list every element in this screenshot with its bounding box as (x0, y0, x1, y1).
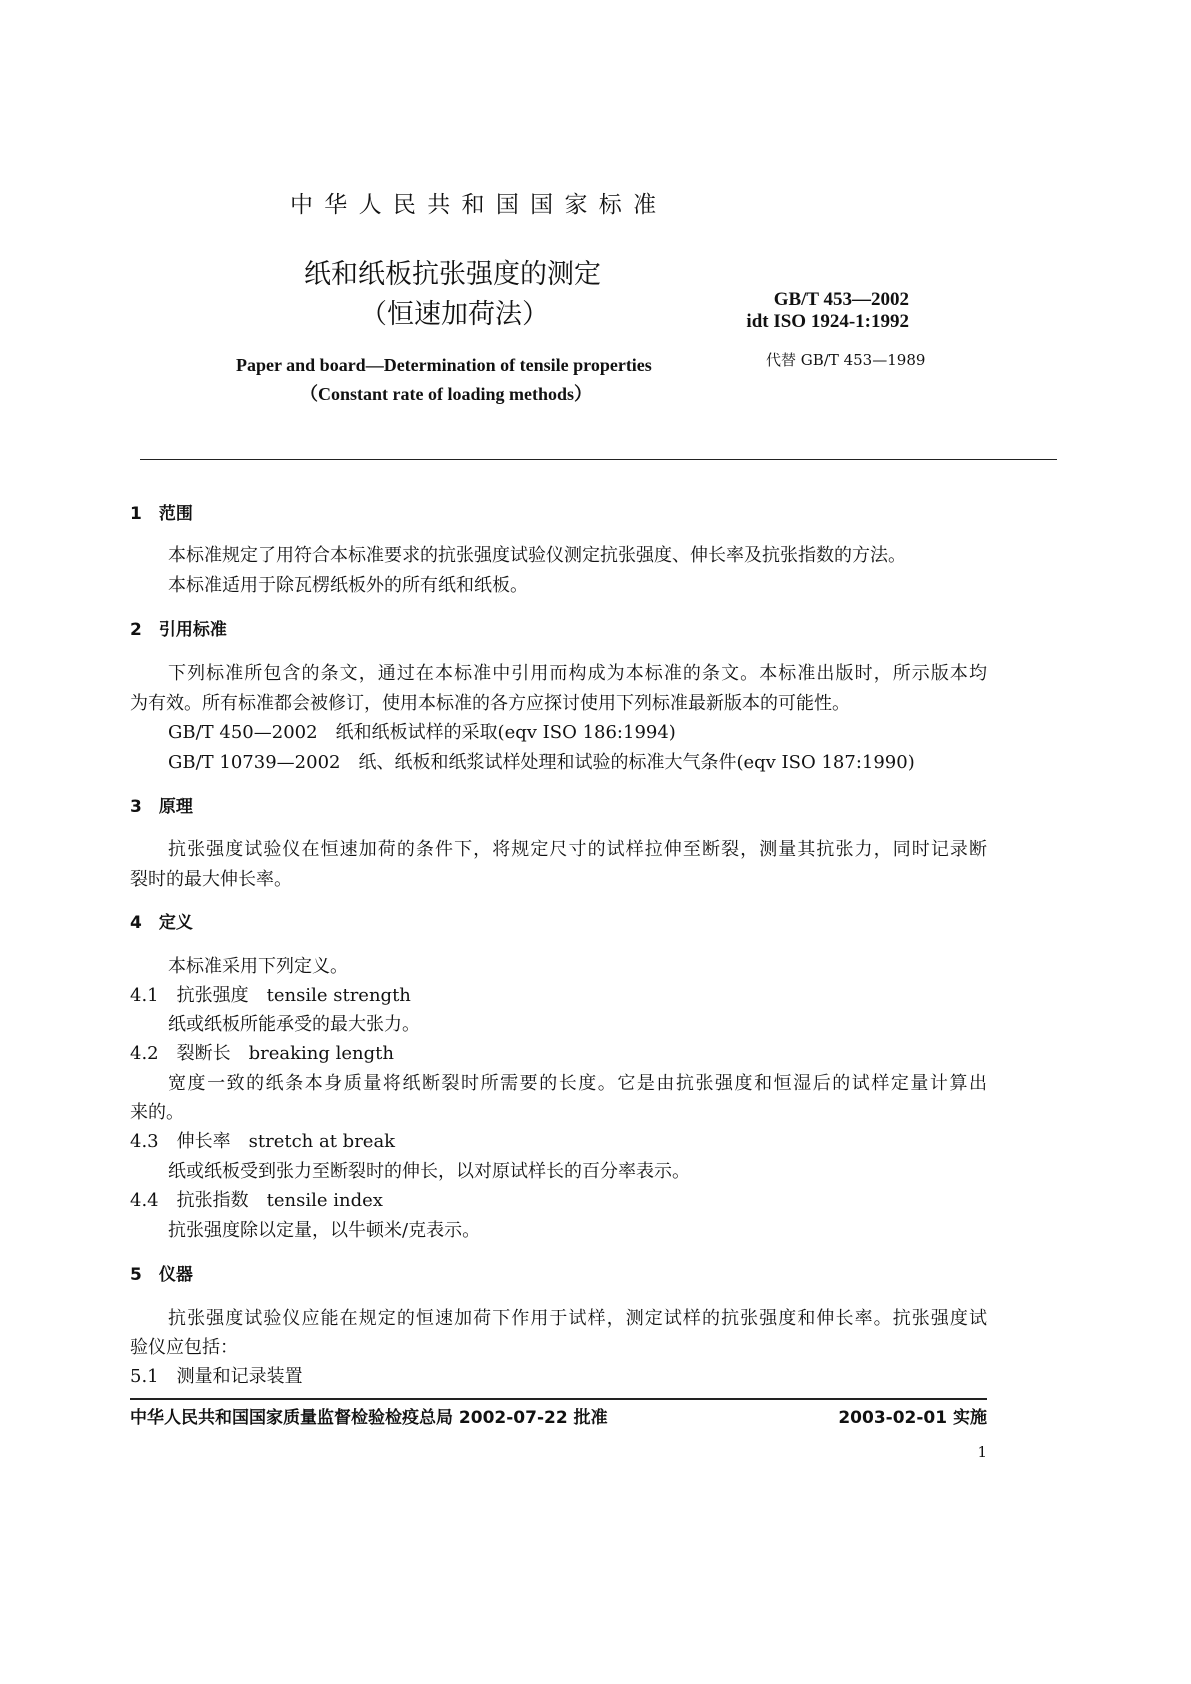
section-5-title: 5 仪器 (130, 1265, 193, 1285)
paragraph: 下列标准所包含的条文，通过在本标准中引用而构成为本标准的条文。本标准出版时，所示版本均 (168, 663, 987, 684)
definition-text: 抗张强度除以定量，以牛顿米/克表示。 (168, 1220, 481, 1241)
definition-term: 4.4 抗张指数 tensile index (130, 1190, 383, 1211)
reference-item: GB/T 10739—2002 纸、纸板和纸浆试样处理和试验的标准大气条件(eqv ISO 187:1990) (168, 752, 915, 773)
effective-date: 2003-02-01 实施 (838, 1408, 987, 1428)
definition-text: 来的。 (130, 1102, 184, 1123)
national-standard-heading: 中 华 人 民 共 和 国 国 家 标 准 (290, 192, 659, 218)
standard-number: GB/T 453—2002 (773, 289, 909, 310)
paragraph: 本标准适用于除瓦楞纸板外的所有纸和纸板。 (168, 575, 528, 596)
title-cn: 纸和纸板抗张强度的测定 (304, 259, 601, 290)
definition-text: 纸或纸板受到张力至断裂时的伸长，以对原试样长的百分率表示。 (168, 1161, 690, 1182)
paragraph: 本标准规定了用符合本标准要求的抗张强度试验仪测定抗张强度、伸长率及抗张指数的方法。 (168, 545, 906, 566)
approval-line: 中华人民共和国国家质量监督检验检疫总局 2002-07-22 批准 (130, 1408, 608, 1428)
subsection-title: 5.1 测量和记录装置 (130, 1366, 303, 1387)
definition-text: 纸或纸板所能承受的最大张力。 (168, 1014, 420, 1035)
definition-term: 4.2 裂断长 breaking length (130, 1043, 394, 1064)
paragraph: 验仪应包括： (130, 1337, 238, 1358)
reference-item: GB/T 450—2002 纸和纸板试样的采取(eqv ISO 186:1994) (168, 722, 676, 743)
section-2-title: 2 引用标准 (130, 620, 227, 640)
title-en: Paper and board—Determination of tensile properties (236, 355, 652, 375)
section-4-title: 4 定义 (130, 913, 193, 933)
paragraph: 裂时的最大伸长率。 (130, 869, 292, 890)
paragraph: 为有效。所有标准都会被修订，使用本标准的各方应探讨使用下列标准最新版本的可能性。 (130, 693, 850, 714)
section-1-title: 1 范围 (130, 504, 193, 524)
header-divider (140, 459, 1057, 460)
paragraph: 抗张强度试验仪应能在规定的恒速加荷下作用于试样，测定试样的抗张强度和伸长率。抗张强度试 (168, 1308, 987, 1329)
paragraph: 本标准采用下列定义。 (168, 956, 348, 977)
section-3-title: 3 原理 (130, 797, 193, 817)
idt-reference: idt ISO 1924-1:1992 (746, 311, 909, 332)
footer-divider (130, 1398, 987, 1400)
subtitle-cn: （恒速加荷法） (360, 299, 549, 330)
page-number: 1 (977, 1443, 987, 1461)
paragraph: 抗张强度试验仪在恒速加荷的条件下，将规定尺寸的试样拉伸至断裂，测量其抗张力，同时记录断 (168, 839, 987, 860)
definition-text: 宽度一致的纸条本身质量将纸断裂时所需要的长度。它是由抗张强度和恒湿后的试样定量计算出 (168, 1073, 987, 1094)
definition-term: 4.1 抗张强度 tensile strength (130, 985, 411, 1006)
replaces-standard: 代替 GB/T 453—1989 (766, 351, 926, 369)
definition-term: 4.3 伸长率 stretch at break (130, 1131, 396, 1152)
subtitle-en: （Constant rate of loading methods） (300, 384, 593, 404)
